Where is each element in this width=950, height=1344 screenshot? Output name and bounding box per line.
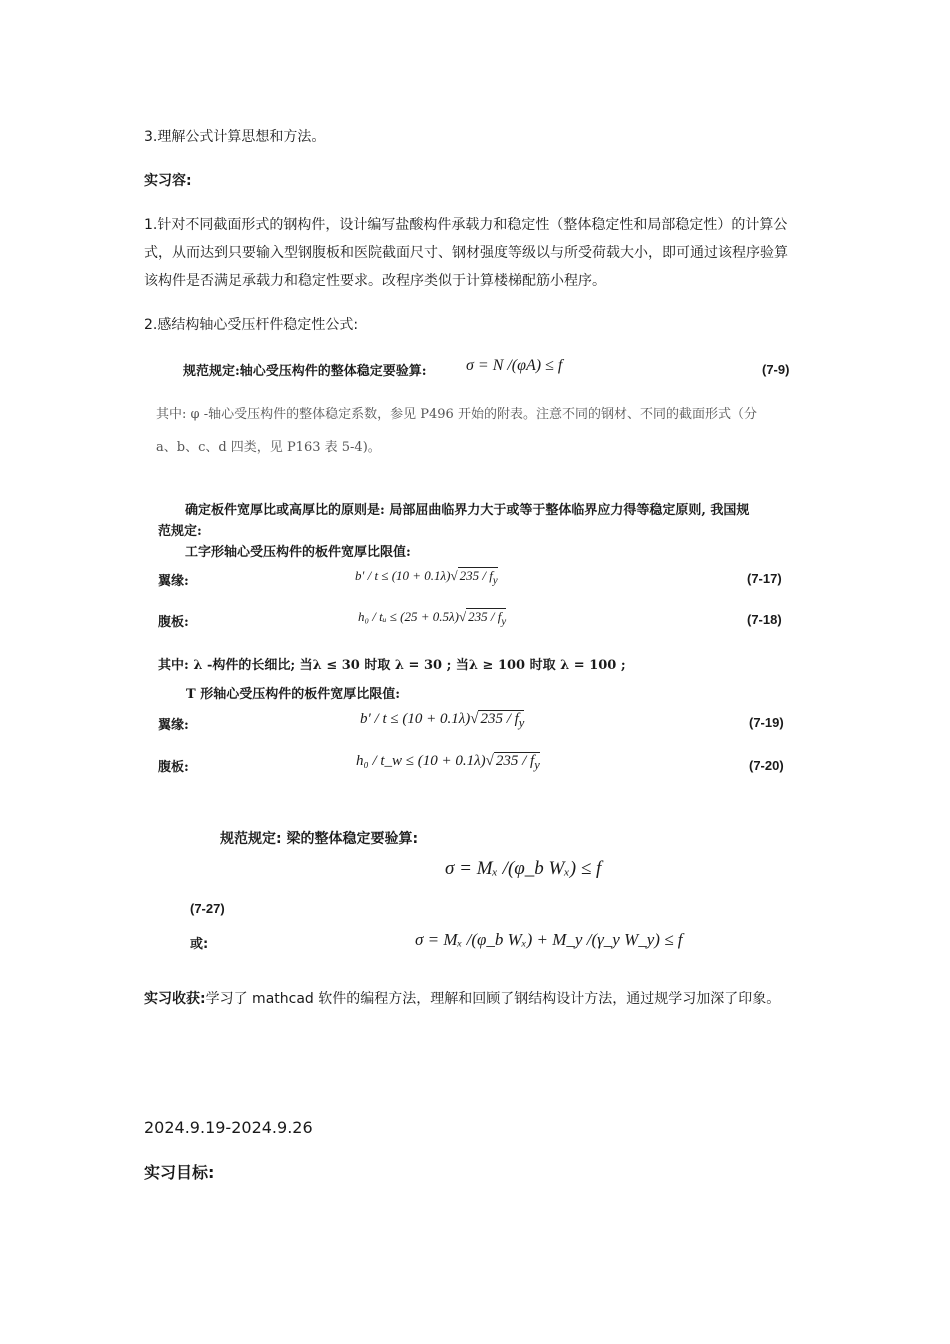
equation-number-7-20: (7-20) xyxy=(749,758,784,773)
t-web-label: 腹板: xyxy=(158,760,189,775)
content-item-1-line2: 式，从而达到只要输入型钢腹板和医院截面尺寸、钢材强度等级以与所受荷载大小，即可通过该程序验算 xyxy=(144,245,788,261)
biaxial-stability-formula: σ = Mₓ /(φ_b Wₓ) + M_y /(γ_y W_y) ≤ f xyxy=(415,930,683,949)
axial-stability-formula: σ = N /(φA) ≤ f xyxy=(466,357,563,374)
i-flange-sub: y xyxy=(492,574,498,587)
t-web-lhs: h₀ / t_w ≤ (10 + 0.1λ) xyxy=(356,753,486,769)
axial-stability-label: 规范规定:轴心受压构件的整体稳定要验算: xyxy=(183,364,427,379)
i-flange-label: 翼缘: xyxy=(158,574,189,589)
equation-number-7-18: (7-18) xyxy=(747,612,782,627)
i-web-lhs: h₀ / tᵤ ≤ (25 + 0.5λ) xyxy=(358,609,459,624)
beam-stability-label: 规范规定: 梁的整体稳定要验算: xyxy=(220,831,419,847)
t-web-sqrt: 235 / f xyxy=(495,753,535,769)
phi-note-line1: 其中: φ -轴心受压构件的整体稳定系数，参见 P496 开始的附表。注意不同的钢材、不同的截面形式（分 xyxy=(156,407,757,422)
principle-line1: 确定板件宽厚比或高厚比的原则是: 局部屈曲临界力大于或等于整体临界应力得等稳定原则, 我国规 xyxy=(185,503,750,518)
t-web-formula: h₀ / t_w ≤ (10 + 0.1λ)√ $235 / f_y$ xyxy=(356,753,540,772)
equation-number-7-19: (7-19) xyxy=(749,715,784,730)
t-flange-label: 翼缘: xyxy=(158,718,189,733)
t-section-title: T 形轴心受压构件的板件宽厚比限值: xyxy=(186,687,400,702)
content-item-1-line1: 1.针对不同截面形式的钢构件，设计编写盐酸构件承载力和稳定性（整体稳定性和局部稳定性）的计算公 xyxy=(144,217,788,233)
principle-line2: 范规定: xyxy=(158,524,202,539)
i-flange-lhs: b′ / t ≤ (10 + 0.1λ) xyxy=(355,568,451,583)
content-item-1-line3: 该构件是否满足承载力和稳定性要求。改程序类似于计算楼梯配筋小程序。 xyxy=(144,273,606,289)
i-web-sqrt: 235 / f xyxy=(468,609,502,624)
i-flange-formula: b′ / t ≤ (10 + 0.1λ)√ $235 / f_y$ xyxy=(355,568,498,587)
equation-number-7-17: (7-17) xyxy=(747,571,782,586)
i-web-sub: y xyxy=(501,615,507,628)
t-flange-sub: y xyxy=(518,716,525,730)
i-web-formula: h₀ / tᵤ ≤ (25 + 0.5λ)√ $235 / f_y$ xyxy=(358,609,507,628)
equation-number-7-27: (7-27) xyxy=(190,901,225,916)
equation-number-7-9: (7-9) xyxy=(762,362,790,377)
harvest-paragraph xyxy=(144,984,780,1014)
date-range: 2024.9.19-2024.9.26 xyxy=(144,1118,313,1137)
section-heading-content: 实习容: xyxy=(144,173,192,189)
t-flange-formula: b′ / t ≤ (10 + 0.1λ)√ $235 / f_y$ xyxy=(360,711,525,730)
t-flange-sqrt: 235 / f xyxy=(480,711,519,727)
lambda-note: 其中: λ -构件的长细比; 当λ ≤ 30 时取 λ = 30 ; 当λ ≥ 100 时取 λ = 100 ; xyxy=(158,658,626,673)
i-section-title: 工字形轴心受压构件的板件宽厚比限值: xyxy=(185,545,411,560)
phi-note-line2: a、b、c、d 四类，见 P163 表 5-4)。 xyxy=(156,440,381,455)
harvest-label: 实习收获: xyxy=(144,991,206,1007)
t-web-sub: y xyxy=(534,758,540,772)
beam-stability-formula: σ = Mₓ /(φ_b Wₓ) ≤ f xyxy=(445,858,602,879)
section-heading-goals: 实习目标: xyxy=(144,1163,215,1182)
i-web-label: 腹板: xyxy=(158,615,189,630)
t-flange-lhs: b′ / t ≤ (10 + 0.1λ) xyxy=(360,711,471,727)
harvest-text: 学习了 mathcad 软件的编程方法，理解和回顾了钢结构设计方法，通过规学习加深了印象。 xyxy=(205,991,781,1007)
or-label: 或: xyxy=(190,937,209,952)
content-item-2: 2.感结构轴心受压杆件稳定性公式: xyxy=(144,317,359,333)
i-flange-sqrt: 235 / f xyxy=(459,568,493,583)
goal-item-3: 3.理解公式计算思想和方法。 xyxy=(144,129,326,145)
